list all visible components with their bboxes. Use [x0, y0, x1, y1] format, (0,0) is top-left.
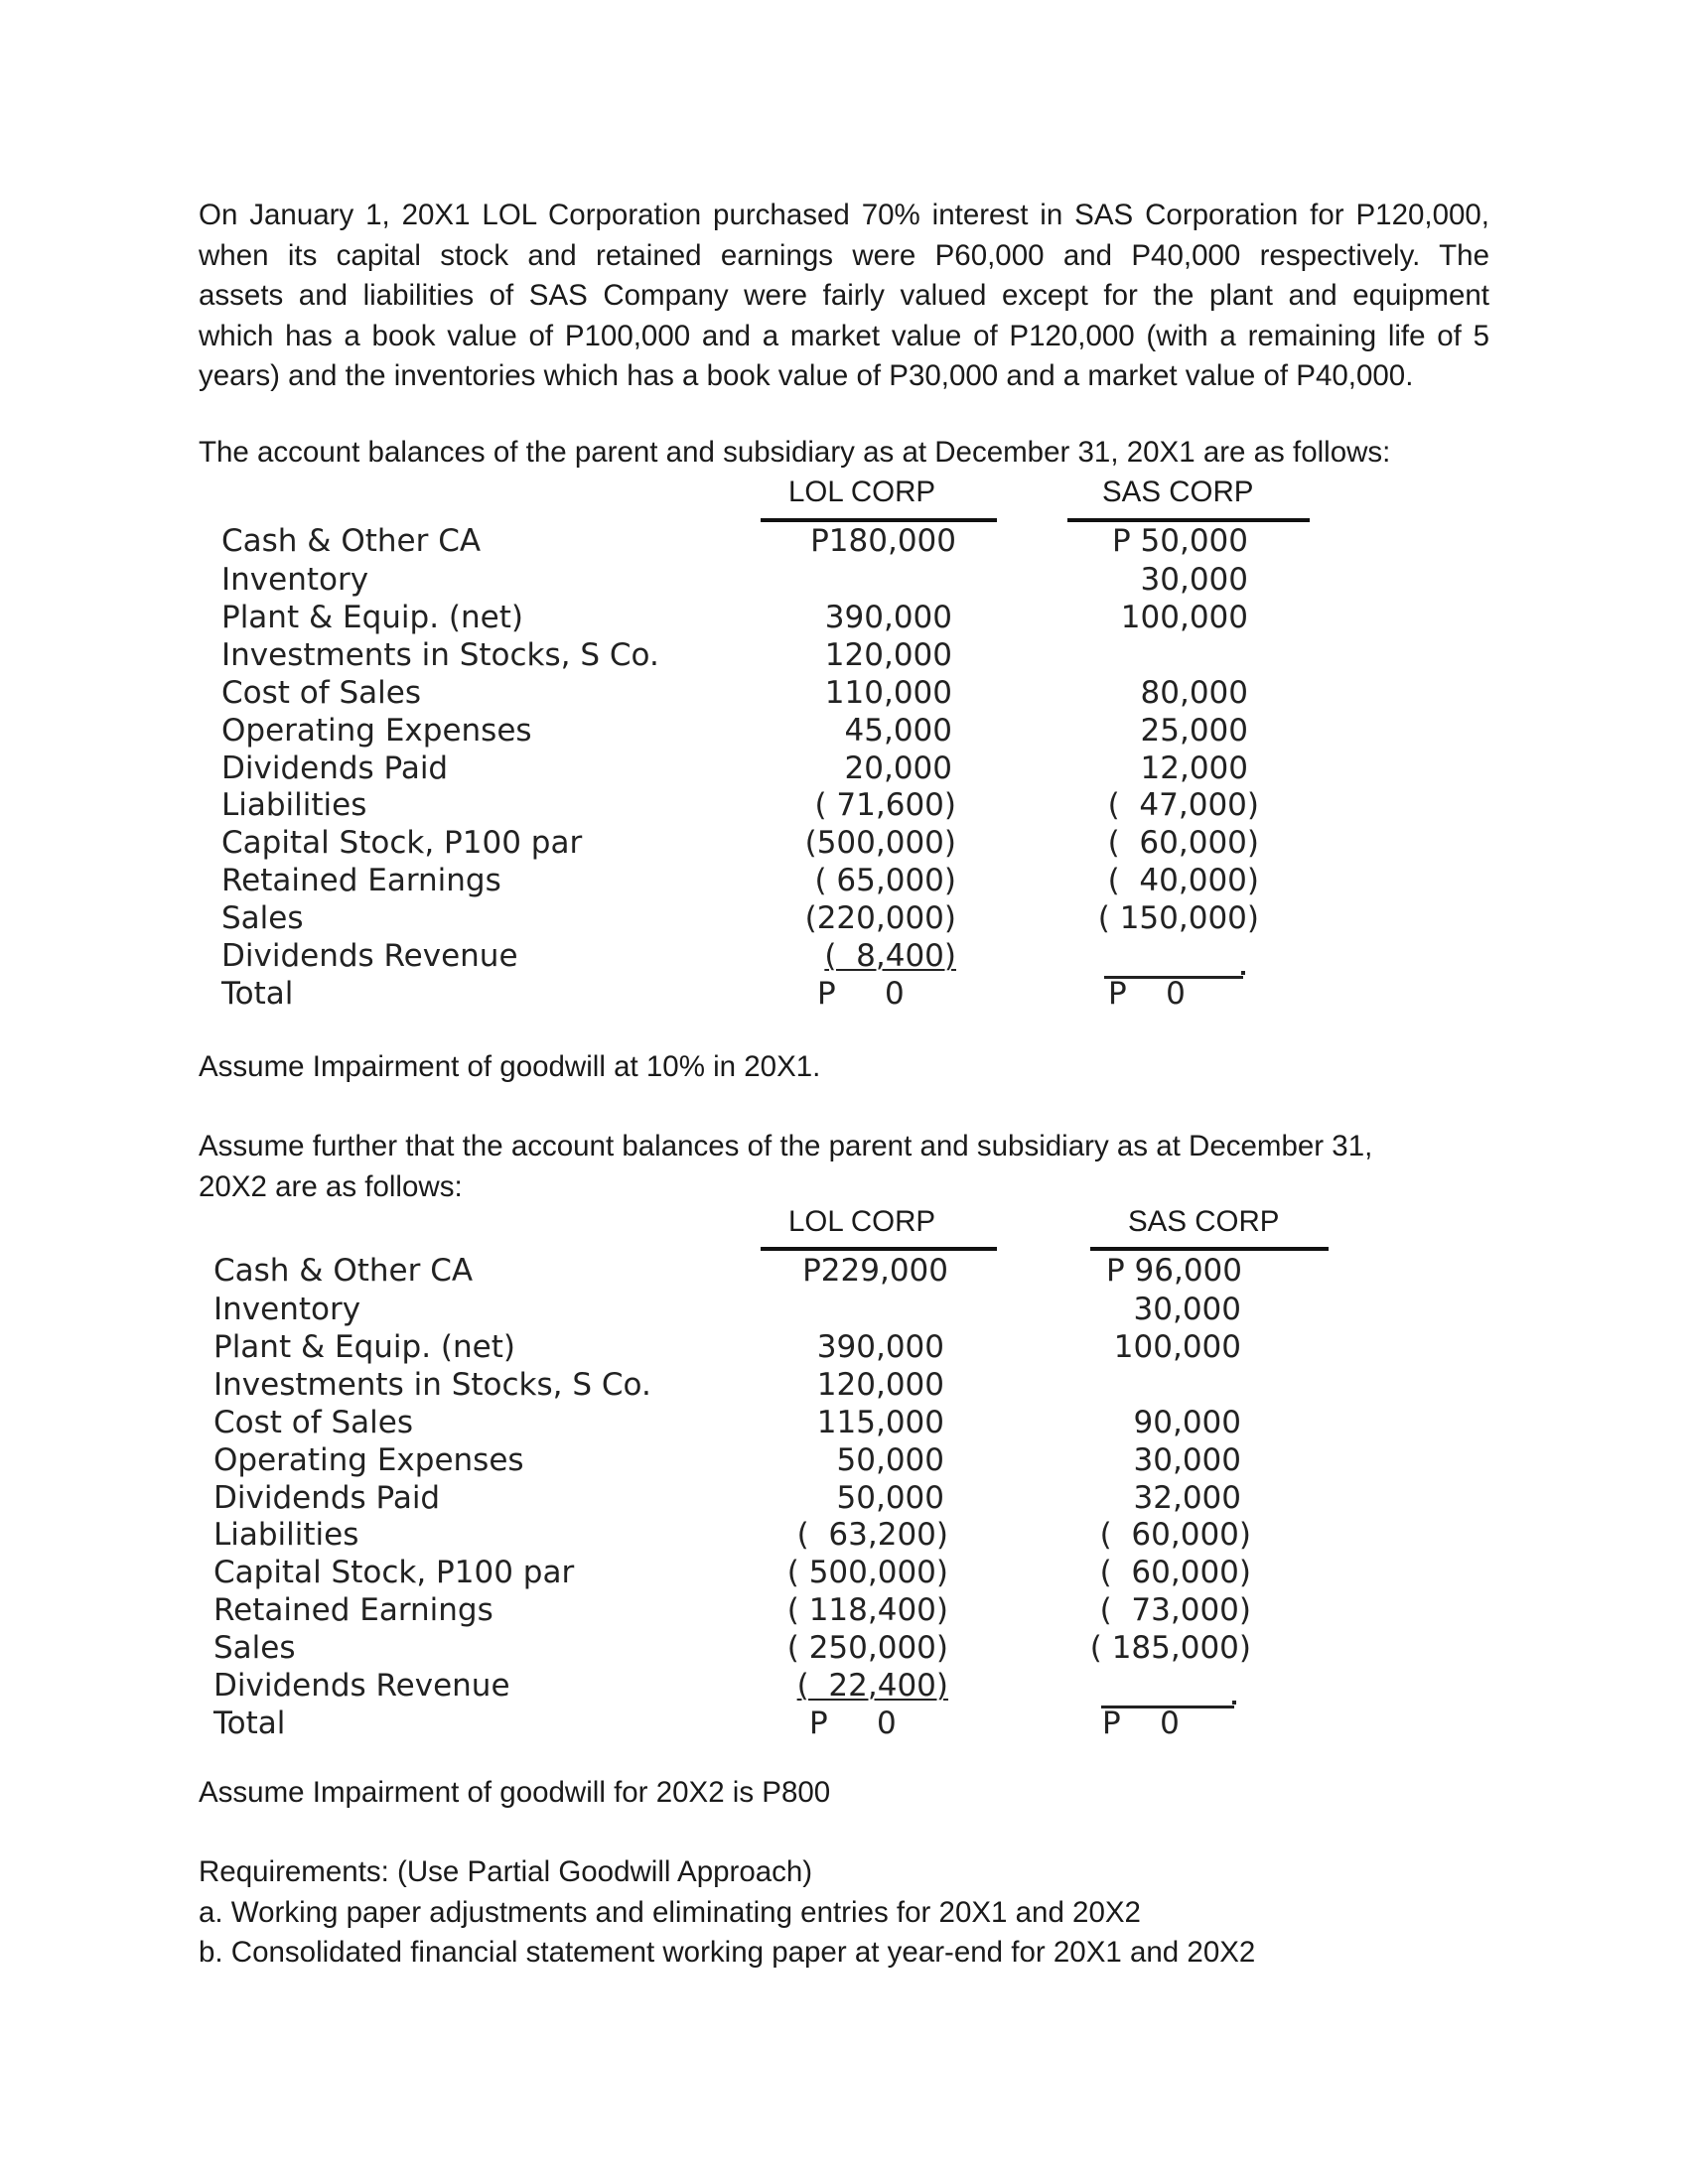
underline-tick [1241, 971, 1245, 975]
section2-rule-lol [761, 1247, 997, 1251]
section2-col-sas: SAS CORP [1128, 1205, 1280, 1238]
requirements [199, 1852, 1489, 1974]
requirement-item: b. Consolidated financial statement working paper at year-end for 20X1 and 20X2 [199, 1936, 1256, 1969]
section1-col-lol: LOL CORP [788, 476, 936, 508]
sas-value: ( 185,000) [1089, 1630, 1251, 1666]
lol-value: ( 71,600) [814, 787, 956, 823]
requirement-item: a. Working paper adjustments and eliminating entries for 20X1 and 20X2 [199, 1895, 1141, 1929]
section2-note: Assume Impairment of goodwill for 20X2 is P800 [199, 1776, 831, 1809]
total-label: Total [221, 976, 294, 1012]
total-label: Total [213, 1706, 286, 1741]
lol-value: ( 500,000) [786, 1555, 948, 1590]
underline-tick [1232, 1701, 1236, 1705]
lol-total: P 0 [817, 976, 905, 1012]
section1-rule-lol [761, 518, 997, 522]
sas-value: 90,000 [1133, 1405, 1241, 1440]
sas-value: 100,000 [1113, 1329, 1241, 1365]
sas-value: P 96,000 [1105, 1253, 1242, 1289]
lol-value: P229,000 [802, 1253, 948, 1289]
lol-value: ( 65,000) [814, 863, 956, 898]
lol-value: 115,000 [816, 1405, 944, 1440]
row-label: Sales [221, 900, 304, 936]
lol-value: 50,000 [836, 1480, 944, 1516]
section2-col-lol: LOL CORP [788, 1205, 936, 1238]
row-label: Sales [213, 1630, 296, 1666]
lol-value: ( 8,400) [824, 938, 956, 974]
section1-note: Assume Impairment of goodwill at 10% in 20X1. [199, 1050, 821, 1083]
row-label: Operating Expenses [221, 713, 532, 749]
row-label: Capital Stock, P100 par [221, 825, 583, 861]
sas-value: ( 60,000) [1099, 1517, 1251, 1553]
row-label: Investments in Stocks, S Co. [221, 637, 659, 673]
section2-heading-line: 20X2 are as follows: [199, 1169, 463, 1203]
row-label: Cost of Sales [221, 675, 422, 711]
row-label: Liabilities [221, 787, 367, 823]
sas-value: ( 47,000) [1107, 787, 1259, 823]
section2-rule-sas [1090, 1247, 1329, 1251]
row-label: Cash & Other CA [213, 1253, 474, 1289]
lol-value: 45,000 [844, 713, 952, 749]
lol-value: 110,000 [824, 675, 952, 711]
sas-value: 25,000 [1140, 713, 1248, 749]
sas-value: 100,000 [1120, 600, 1248, 635]
section1-table [221, 523, 1334, 1039]
sas-value: P 50,000 [1111, 523, 1248, 559]
lol-value: ( 63,200) [796, 1517, 948, 1553]
section1-rule-sas [1067, 518, 1310, 522]
row-label: Plant & Equip. (net) [221, 600, 523, 635]
lol-value: 120,000 [824, 637, 952, 673]
row-label: Capital Stock, P100 par [213, 1555, 575, 1590]
sas-value: ( 60,000) [1099, 1555, 1251, 1590]
lol-value: 390,000 [824, 600, 952, 635]
row-label: Dividends Paid [213, 1480, 441, 1516]
row-label: Dividends Revenue [221, 938, 518, 974]
sas-value: ( 150,000) [1097, 900, 1259, 936]
row-label: Operating Expenses [213, 1442, 524, 1478]
sas-total: P 0 [1102, 1706, 1180, 1741]
row-label: Cash & Other CA [221, 523, 482, 559]
lol-value: ( 118,400) [786, 1592, 948, 1628]
lol-value: ( 22,400) [796, 1668, 948, 1704]
lol-total: P 0 [809, 1706, 897, 1741]
intro-paragraph [199, 196, 1489, 397]
sas-value: ( 40,000) [1107, 863, 1259, 898]
row-label: Cost of Sales [213, 1405, 414, 1440]
row-label: Liabilities [213, 1517, 359, 1553]
sas-value: 30,000 [1133, 1442, 1241, 1478]
section1-heading: The account balances of the parent and subsidiary as at December 31, 20X1 are as follows: [199, 436, 1391, 469]
lol-value: ( 250,000) [786, 1630, 948, 1666]
lol-value: P180,000 [810, 523, 956, 559]
lol-value: 50,000 [836, 1442, 944, 1478]
row-label: Plant & Equip. (net) [213, 1329, 515, 1365]
intro-line: which has a book value of P100,000 and a market value of P120,000 (with a remaining life of 5 [199, 319, 1489, 352]
lol-value: (220,000) [804, 900, 956, 936]
row-label: Inventory [221, 562, 369, 598]
sas-value: 30,000 [1133, 1292, 1241, 1327]
lol-value: 390,000 [816, 1329, 944, 1365]
sas-value: 80,000 [1140, 675, 1248, 711]
section1-col-sas: SAS CORP [1102, 476, 1254, 508]
lol-value: 20,000 [844, 751, 952, 786]
sas-value: 12,000 [1140, 751, 1248, 786]
lol-value: (500,000) [804, 825, 956, 861]
row-label: Dividends Revenue [213, 1668, 510, 1704]
row-label: Inventory [213, 1292, 361, 1327]
sas-value: 30,000 [1140, 562, 1248, 598]
sas-value: ( 73,000) [1099, 1592, 1251, 1628]
intro-line: On January 1, 20X1 LOL Corporation purchased 70% interest in SAS Corporation for P120,000, [199, 199, 1489, 231]
section2-heading [199, 1127, 1489, 1207]
intro-line: assets and liabilities of SAS Company were fairly valued except for the plant and equipment [199, 279, 1489, 312]
section2-table [213, 1253, 1326, 1769]
row-label: Retained Earnings [213, 1592, 493, 1628]
row-label: Investments in Stocks, S Co. [213, 1367, 651, 1403]
sas-value: 32,000 [1133, 1480, 1241, 1516]
requirements-title: Requirements: (Use Partial Goodwill Approach) [199, 1855, 813, 1888]
intro-line: years) and the inventories which has a book value of P30,000 and a market value of P40,000. [199, 359, 1414, 392]
row-label: Retained Earnings [221, 863, 501, 898]
sas-value: ( 60,000) [1107, 825, 1259, 861]
sas-total: P 0 [1108, 976, 1186, 1012]
intro-line: when its capital stock and retained earnings were P60,000 and P40,000 respectively. The [199, 238, 1489, 272]
lol-value: 120,000 [816, 1367, 944, 1403]
section2-heading-line: Assume further that the account balances of the parent and subsidiary as at December 31, [199, 1130, 1373, 1162]
row-label: Dividends Paid [221, 751, 449, 786]
